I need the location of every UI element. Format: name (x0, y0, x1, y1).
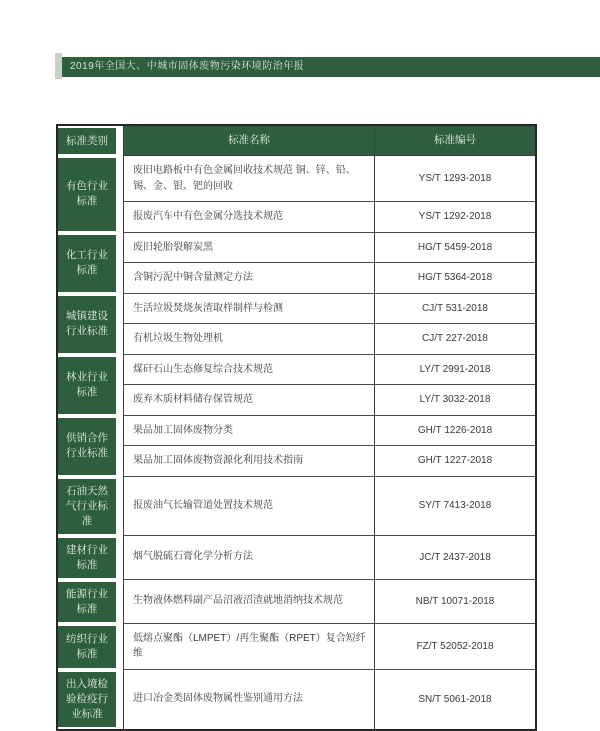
standard-code-cell: YS/T 1292-2018 (375, 202, 535, 233)
page-edge-tab (55, 53, 62, 79)
standards-table-wrap (56, 124, 537, 731)
category-label: 城镇建设行业标准 (58, 296, 116, 353)
category-cell (58, 233, 124, 294)
column-header: 标准名称 (124, 126, 375, 156)
standard-code-cell: GH/T 1227-2018 (375, 446, 535, 477)
column-header-category (58, 126, 124, 156)
category-cell (58, 477, 124, 536)
category-cell (58, 670, 124, 729)
report-title-bar (62, 57, 600, 77)
column-header: 标准编号 (375, 126, 535, 156)
category-cell (58, 294, 124, 355)
category-label: 化工行业标准 (58, 235, 116, 292)
standard-code-cell: HG/T 5364-2018 (375, 263, 535, 294)
standard-name-cell: 进口冶金类固体废物属性鉴别通用方法 (124, 670, 375, 729)
category-label: 出入境检验检疫行业标准 (58, 672, 116, 727)
category-label: 有色行业标准 (58, 158, 116, 231)
standard-name-cell: 废旧轮胎裂解炭黑 (124, 233, 375, 264)
standard-name-cell: 低熔点聚酯（LMPET）/再生聚酯（RPET）复合短纤维 (124, 624, 375, 670)
standard-name-cell: 废旧电路板中有色金属回收技术规范 铜、锌、铅、锡、金、银、钯的回收 (124, 156, 375, 202)
standard-name-cell: 报废油气长输管道处置技术规范 (124, 477, 375, 536)
standard-code-cell: SY/T 7413-2018 (375, 477, 535, 536)
standard-code-cell: JC/T 2437-2018 (375, 536, 535, 580)
standard-code-cell: HG/T 5459-2018 (375, 233, 535, 264)
standard-code-cell: FZ/T 52052-2018 (375, 624, 535, 670)
standard-code-cell: GH/T 1226-2018 (375, 416, 535, 447)
column-header-label: 标准类别 (58, 128, 116, 154)
category-label: 石油天然气行业标准 (58, 479, 116, 534)
standard-name-cell: 废弃木质材料储存保管规范 (124, 385, 375, 416)
category-label: 林业行业标准 (58, 357, 116, 414)
report-title: 2019年全国大、中城市固体废物污染环境防治年报 (70, 61, 305, 72)
category-label: 供销合作行业标准 (58, 418, 116, 475)
category-cell (58, 580, 124, 624)
standard-name-cell: 生物液体燃料副产品沼液沼渣就地消纳技术规范 (124, 580, 375, 624)
standard-name-cell: 生活垃圾焚烧灰渣取样制样与检测 (124, 294, 375, 325)
category-cell (58, 156, 124, 233)
category-cell (58, 624, 124, 670)
category-cell (58, 355, 124, 416)
standard-code-cell: CJ/T 531-2018 (375, 294, 535, 325)
standard-name-cell: 烟气脱硫石膏化学分析方法 (124, 536, 375, 580)
standard-code-cell: CJ/T 227-2018 (375, 324, 535, 355)
category-label: 纺织行业标准 (58, 626, 116, 668)
standard-name-cell: 果品加工固体废物资源化利用技术指南 (124, 446, 375, 477)
category-cell (58, 536, 124, 580)
category-cell (58, 416, 124, 477)
standard-name-cell: 煤矸石山生态修复综合技术规范 (124, 355, 375, 386)
standard-name-cell: 报废汽车中有色金属分选技术规范 (124, 202, 375, 233)
standard-code-cell: NB/T 10071-2018 (375, 580, 535, 624)
standard-code-cell: LY/T 3032-2018 (375, 385, 535, 416)
standard-name-cell: 有机垃圾生物处理机 (124, 324, 375, 355)
standard-name-cell: 含铜污泥中铜含量测定方法 (124, 263, 375, 294)
standard-code-cell: YS/T 1293-2018 (375, 156, 535, 202)
category-label: 建材行业标准 (58, 538, 116, 578)
category-label: 能源行业标准 (58, 582, 116, 622)
standard-name-cell: 果品加工固体废物分类 (124, 416, 375, 447)
standard-code-cell: SN/T 5061-2018 (418, 693, 492, 705)
standards-table (56, 124, 537, 731)
standard-code-cell: LY/T 2991-2018 (375, 355, 535, 386)
